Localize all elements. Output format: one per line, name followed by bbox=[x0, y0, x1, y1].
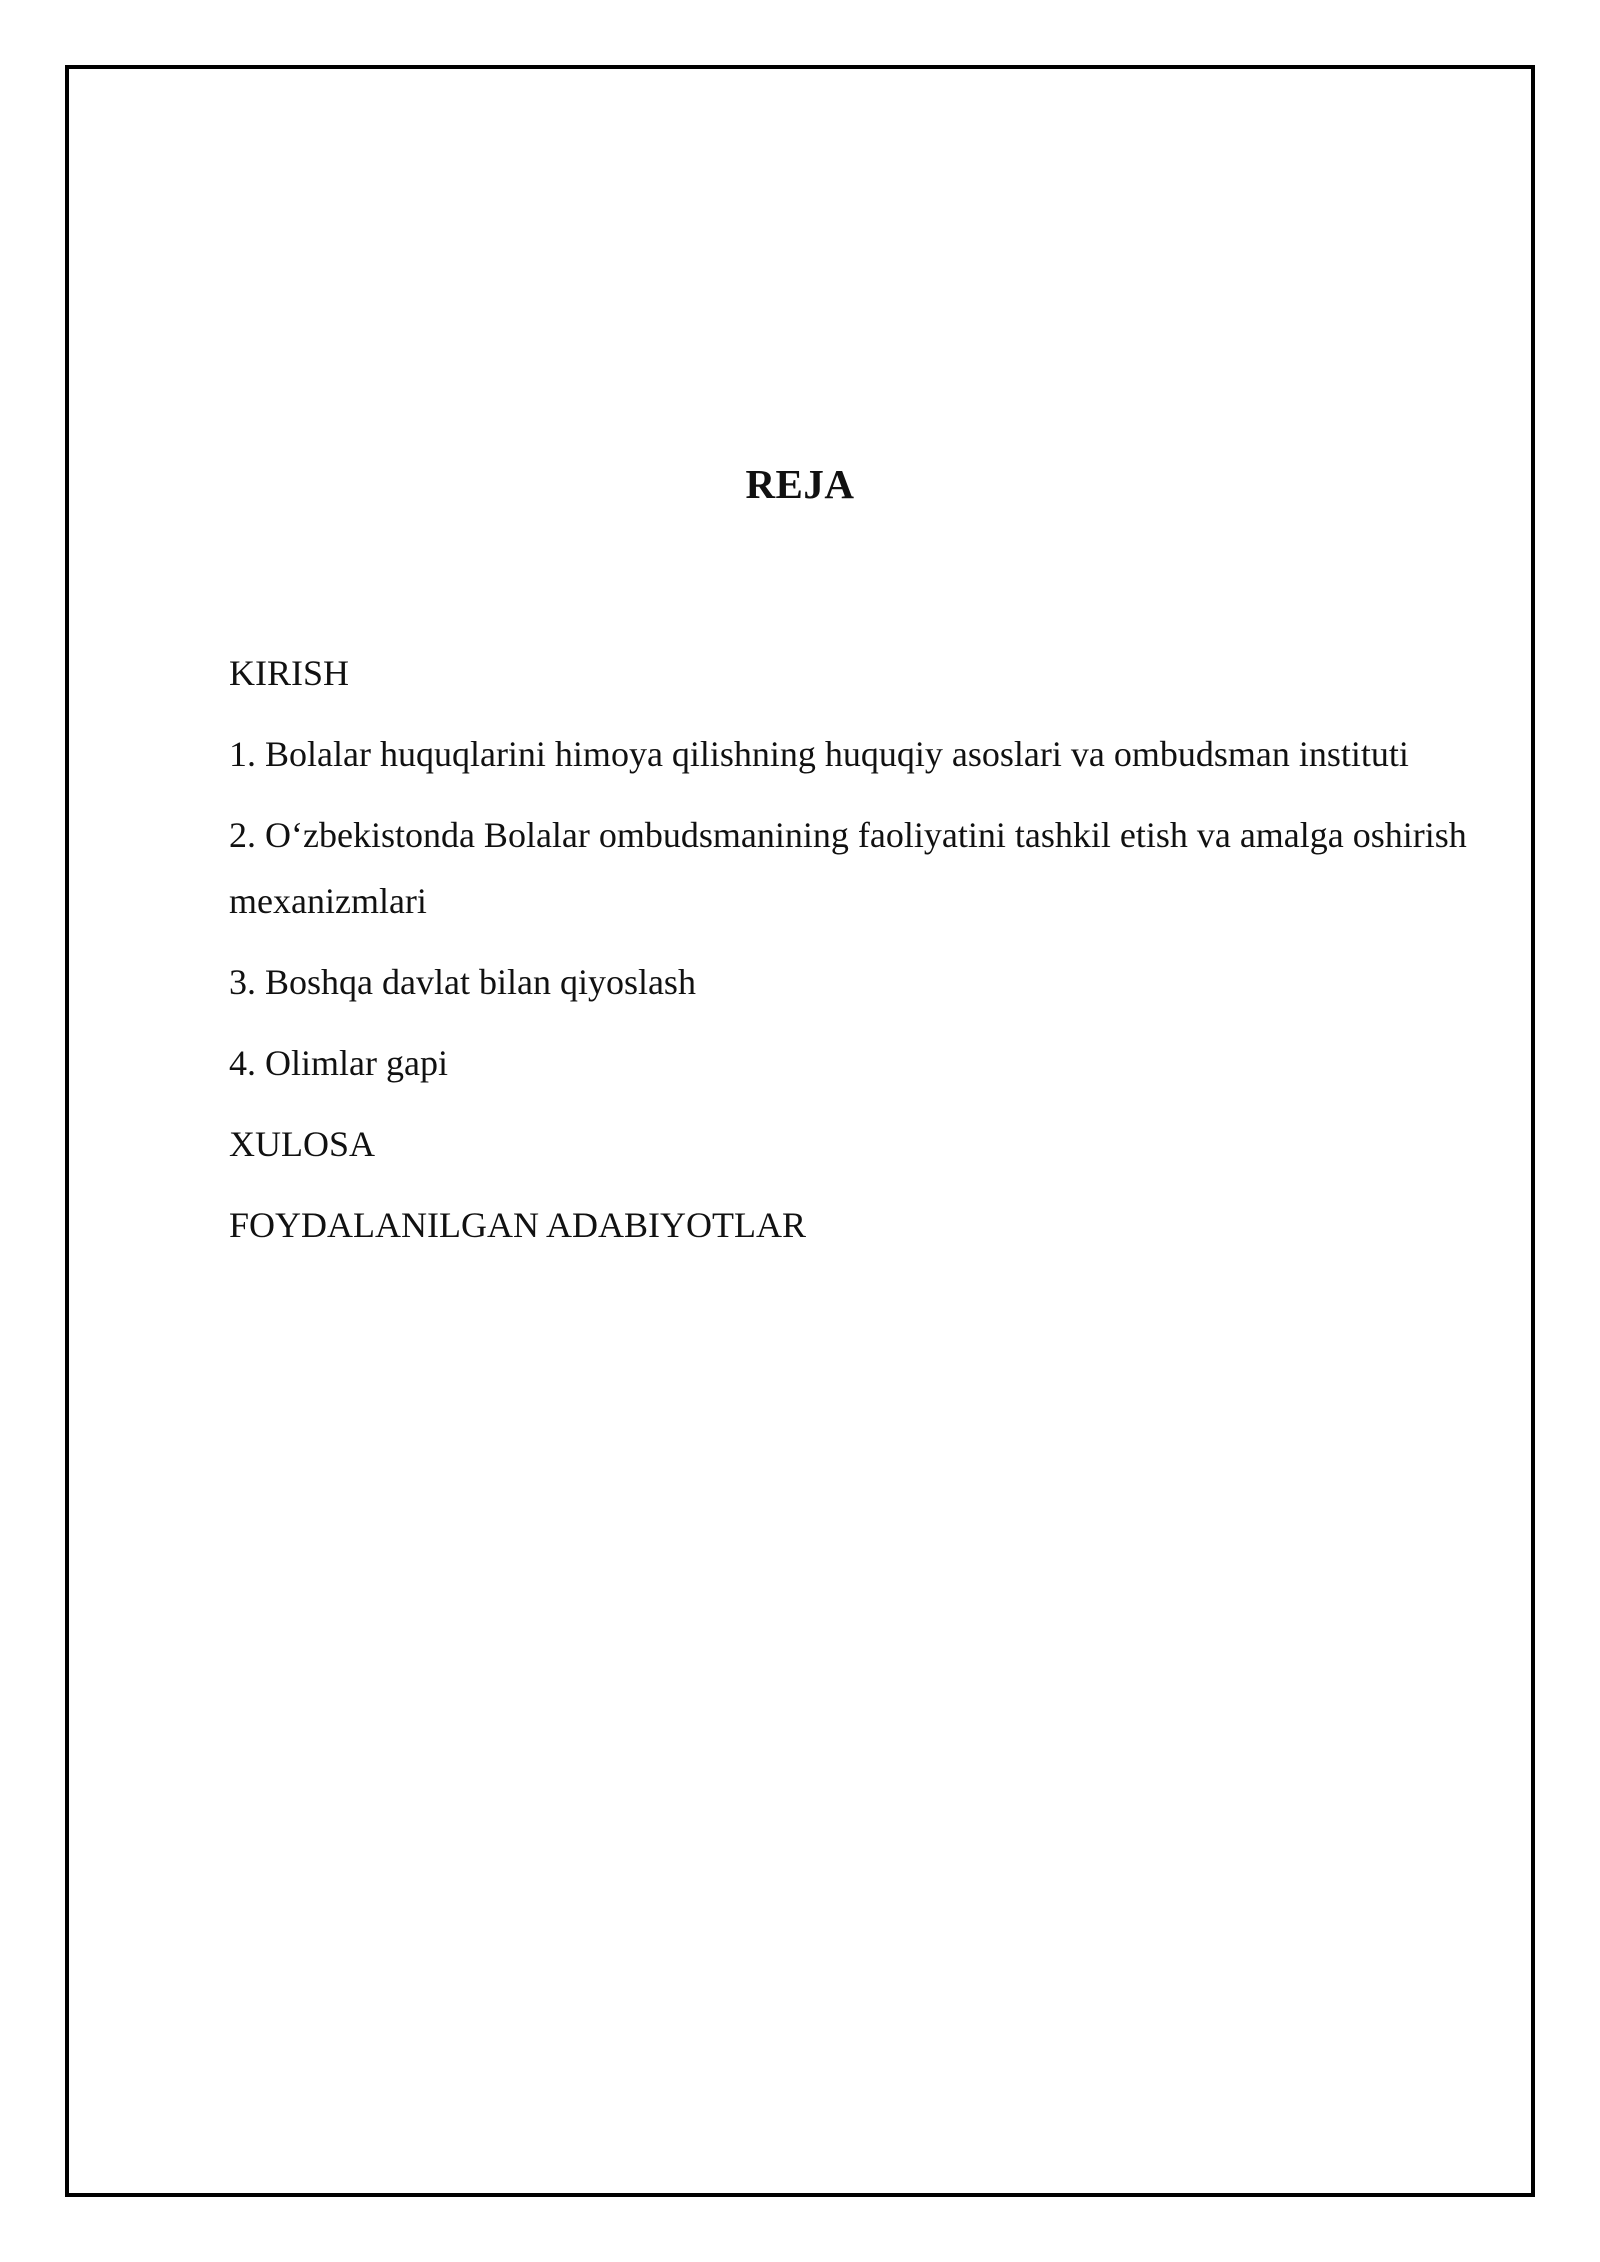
plan-item-2: 2. O‘zbekistonda Bolalar ombudsmanining faoliyatini tashkil etish va amalga oshirish mexanizmlari bbox=[229, 815, 1467, 921]
plan-item-adabiyotlar: FOYDALANILGAN ADABIYOTLAR bbox=[229, 1205, 806, 1245]
page-title: REJA bbox=[745, 461, 855, 507]
plan-item-kirish: KIRISH bbox=[229, 653, 350, 693]
plan-list bbox=[229, 640, 1499, 1273]
plan-item-4: 4. Olimlar gapi bbox=[229, 1043, 448, 1083]
plan-item-3: 3. Boshqa davlat bilan qiyoslash bbox=[229, 962, 696, 1002]
plan-item-1: 1. Bolalar huquqlarini himoya qilishning huquqiy asoslari va ombudsman instituti bbox=[229, 734, 1409, 774]
plan-item-xulosa: XULOSA bbox=[229, 1124, 376, 1164]
